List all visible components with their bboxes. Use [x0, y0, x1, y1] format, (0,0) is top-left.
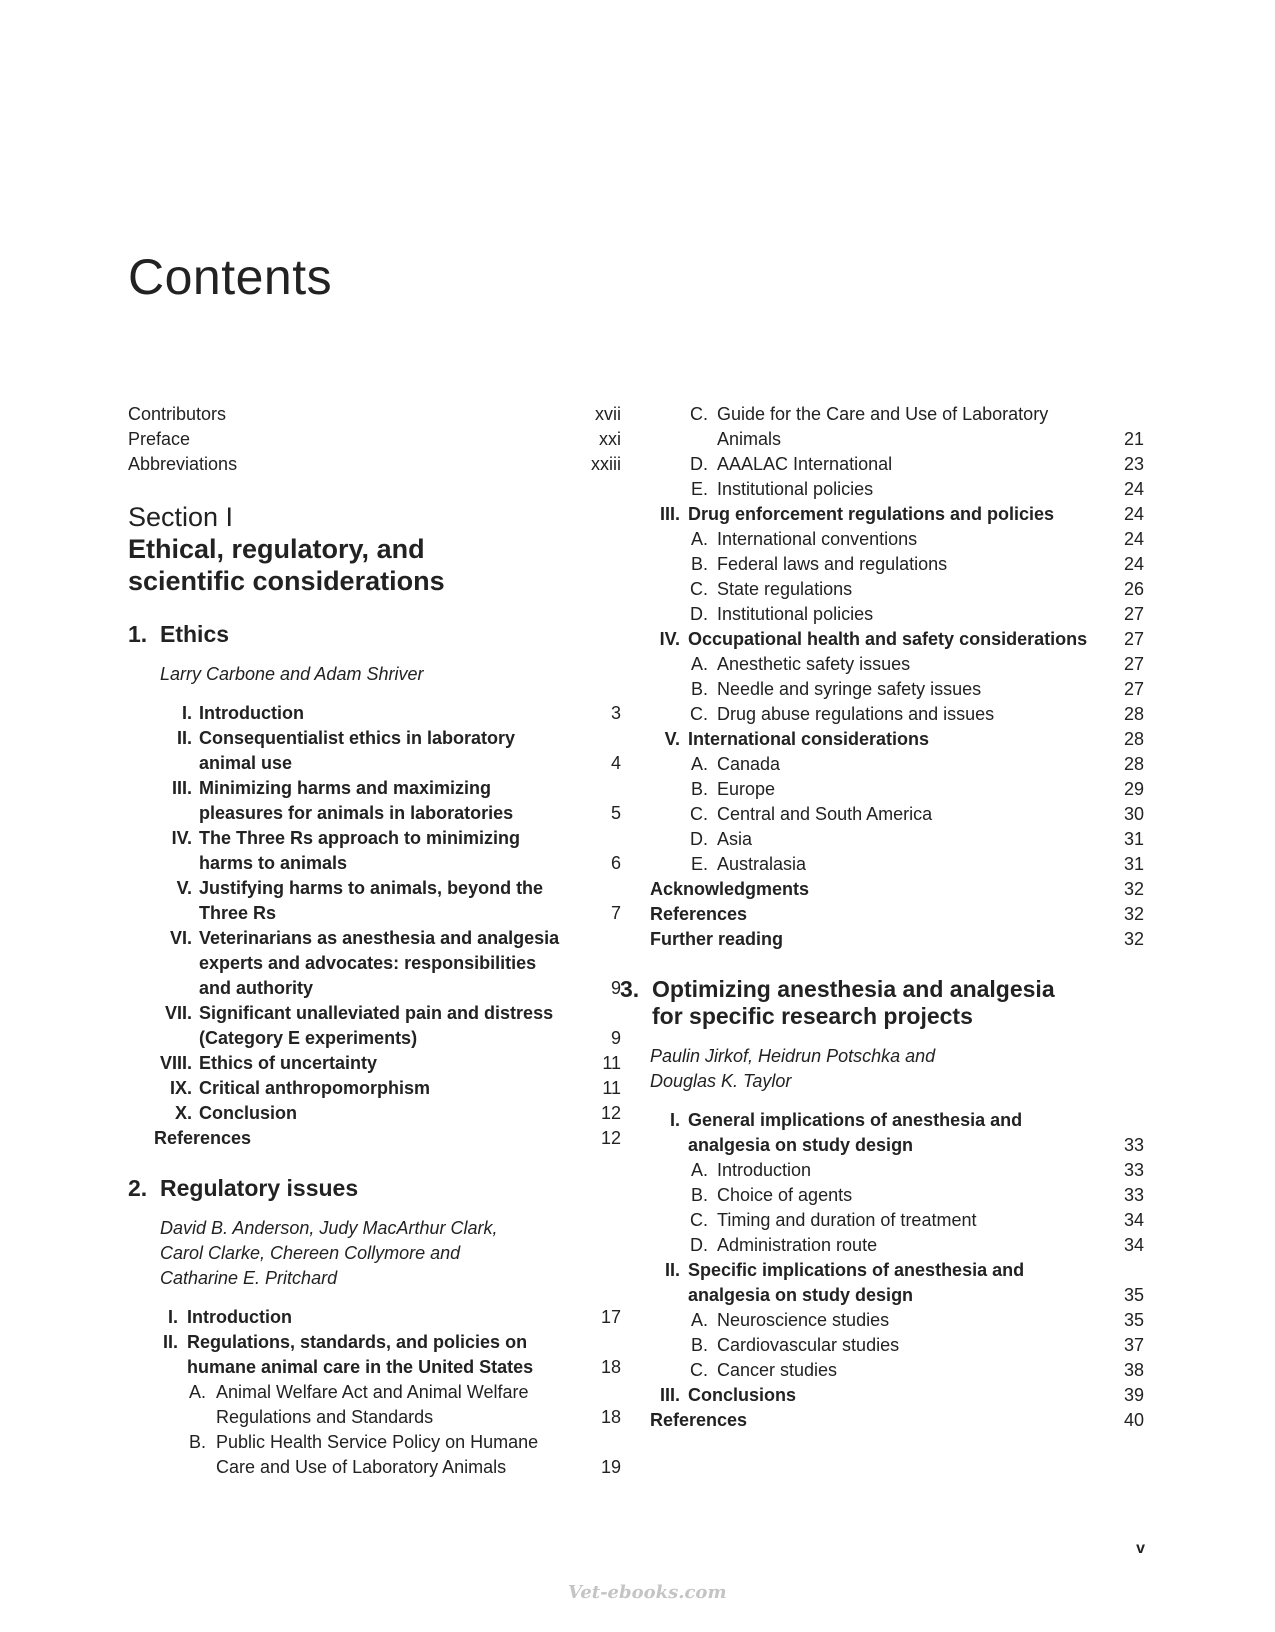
toc-entry-number: A. [690, 654, 708, 674]
toc-entry-page: 28 [1123, 704, 1144, 724]
toc-entry [650, 652, 1144, 677]
toc-entry-number: II. [664, 1260, 680, 1280]
toc-entry [650, 802, 1144, 827]
toc-entry-label: Consequentialist ethics in laboratory animal use [199, 728, 516, 773]
toc-entry [650, 1258, 1144, 1308]
chapter-number: 2. [128, 1175, 148, 1201]
toc-entry-number: B. [690, 1335, 708, 1355]
toc-entry-label: State regulations [717, 579, 853, 599]
toc-entry-number: C. [690, 404, 708, 424]
toc-entry-number: D. [690, 454, 708, 474]
toc-entry [650, 527, 1144, 552]
chapter-1-authors: Larry Carbone and Adam Shriver [160, 664, 424, 684]
page-title: Contents [128, 249, 333, 305]
toc-entry [128, 876, 621, 926]
toc-entry-page: 27 [1123, 679, 1144, 699]
toc-entry-page: 24 [1123, 529, 1144, 549]
toc-entry-page: 30 [1123, 804, 1144, 824]
toc-entry-page: 9 [610, 1028, 621, 1048]
toc-entry-number: A. [690, 754, 708, 774]
toc-entry [128, 826, 621, 876]
toc-entry-page: 9 [610, 978, 621, 998]
toc-entry-number: D. [690, 604, 708, 624]
toc-entry [650, 577, 1144, 602]
toc-entry-label: Public Health Service Policy on Humane Care and Use of Laboratory Animals [216, 1432, 539, 1477]
right-column [620, 402, 1144, 1433]
section-title-line1: Ethical, regulatory, and [128, 534, 425, 564]
toc-entry-number: X. [174, 1103, 192, 1123]
toc-entry-label: Central and South America [717, 804, 933, 824]
toc-entry-label: Canada [717, 754, 781, 774]
toc-entry-number: B. [188, 1432, 206, 1452]
toc-entry-page: 32 [1123, 904, 1144, 924]
toc-entry-label: Anesthetic safety issues [717, 654, 911, 674]
toc-entry-number: II. [162, 1332, 178, 1352]
toc-entry-label: Introduction [187, 1307, 292, 1327]
toc-entry-label: Introduction [199, 703, 304, 723]
toc-entry-page: 7 [610, 903, 621, 923]
toc-entry-number: B. [690, 554, 708, 574]
toc-entry-page: 33 [1123, 1160, 1144, 1180]
author-line: Catharine E. Pritchard [160, 1268, 338, 1288]
toc-entry [128, 1076, 621, 1101]
toc-entry [128, 1380, 621, 1430]
chapter-title-line2: for specific research projects [652, 1003, 973, 1029]
toc-entry [650, 552, 1144, 577]
toc-entry-page: 28 [1123, 729, 1144, 749]
toc-entry-page: 19 [600, 1457, 621, 1477]
chapter-1-heading [128, 621, 621, 648]
toc-entry-label: References [154, 1128, 252, 1148]
chapter-number: 1. [128, 621, 148, 647]
toc-entry-page: 32 [1123, 929, 1144, 949]
toc-entry-label: Cancer studies [717, 1360, 838, 1380]
toc-entry-page: 35 [1123, 1285, 1144, 1305]
toc-entry-label: References [650, 904, 748, 924]
chapter-2-entries-right [650, 402, 1144, 952]
toc-entry-page: 17 [600, 1307, 621, 1327]
toc-entry-label: The Three Rs approach to minimizing harms to animals [199, 828, 521, 873]
toc-entry-label: Justifying harms to animals, beyond the Three Rs [199, 878, 544, 923]
toc-entry-label: International considerations [688, 729, 930, 749]
toc-entry-label: International conventions [717, 529, 918, 549]
toc-entry-page: 18 [600, 1407, 621, 1427]
toc-entry [128, 726, 621, 776]
toc-entry-label: Administration route [717, 1235, 878, 1255]
toc-entry-label: Asia [717, 829, 753, 849]
toc-entry-label: Choice of agents [717, 1185, 853, 1205]
toc-entry-number: V. [176, 878, 192, 898]
toc-entry [650, 877, 1144, 902]
toc-entry-number: C. [690, 579, 708, 599]
author-line: Douglas K. Taylor [650, 1071, 792, 1091]
toc-entry-label: Veterinarians as anesthesia and analgesia experts and advocates: responsibilities and authority [199, 928, 560, 998]
toc-entry-page: 34 [1123, 1235, 1144, 1255]
toc-entry [650, 827, 1144, 852]
toc-entry-label: Acknowledgments [650, 879, 810, 899]
toc-entry [650, 677, 1144, 702]
toc-entry-number: V. [664, 729, 680, 749]
toc-entry [650, 927, 1144, 952]
toc-entry-page: 11 [602, 1078, 621, 1098]
toc-entry [128, 926, 621, 1001]
toc-entry-label: Australasia [717, 854, 807, 874]
toc-entry [128, 1305, 621, 1330]
chapter-2-heading [128, 1175, 621, 1202]
toc-entry-number: C. [690, 1360, 708, 1380]
toc-entry-page: 4 [610, 753, 621, 773]
toc-entry-label: Ethics of uncertainty [199, 1053, 378, 1073]
toc-entry-label: Conclusion [199, 1103, 297, 1123]
toc-entry-label: Critical anthropomorphism [199, 1078, 431, 1098]
toc-entry-number: IX. [169, 1078, 192, 1098]
toc-entry-page: 33 [1123, 1185, 1144, 1205]
toc-entry-page: 32 [1123, 879, 1144, 899]
toc-entry [650, 1383, 1144, 1408]
toc-entry-page: 26 [1123, 579, 1144, 599]
toc-entry-number: III. [659, 504, 680, 524]
toc-entry [650, 1108, 1144, 1158]
chapter-title: Regulatory issues [160, 1175, 359, 1201]
toc-entry-label: Preface [128, 429, 191, 449]
toc-entry-label: Minimizing harms and maximizing pleasures for animals in laboratories [199, 778, 514, 823]
toc-entry-number: E. [690, 854, 708, 874]
toc-entry-number: D. [690, 829, 708, 849]
section-heading [128, 501, 621, 597]
toc-entry [650, 1183, 1144, 1208]
toc-entry-page: xxiii [591, 454, 621, 474]
toc-entry-label: Significant unalleviated pain and distress (Category E experiments) [199, 1003, 554, 1048]
toc-entry [128, 452, 621, 477]
toc-entry-label: Neuroscience studies [717, 1310, 890, 1330]
toc-entry-page: 27 [1123, 629, 1144, 649]
toc-entry-label: Guide for the Care and Use of Laboratory Animals [717, 404, 1049, 449]
toc-entry-page: 12 [600, 1128, 621, 1148]
toc-entry [128, 701, 621, 726]
toc-entry-page: 31 [1123, 829, 1144, 849]
toc-entry-page: 33 [1123, 1135, 1144, 1155]
chapter-title-line1: Optimizing anesthesia and analgesia [652, 976, 1055, 1002]
chapter-3-authors [650, 1044, 1144, 1094]
toc-entry [650, 1408, 1144, 1433]
toc-entry-number: A. [690, 529, 708, 549]
toc-entry-page: 11 [602, 1053, 621, 1073]
chapter-title: Ethics [160, 621, 230, 647]
toc-entry-page: 40 [1123, 1410, 1144, 1430]
toc-entry-page: 3 [610, 703, 621, 723]
toc-entry-number: I. [669, 1110, 680, 1130]
toc-entry-label: AAALAC International [717, 454, 893, 474]
author-line: David B. Anderson, Judy MacArthur Clark, [160, 1218, 498, 1238]
toc-entry [650, 1333, 1144, 1358]
toc-entry-label: Introduction [717, 1160, 812, 1180]
toc-entry-label: Occupational health and safety considerations [688, 629, 1088, 649]
toc-entry [650, 852, 1144, 877]
toc-entry [650, 627, 1144, 652]
toc-entry-label: Federal laws and regulations [717, 554, 948, 574]
toc-entry-label: Timing and duration of treatment [717, 1210, 977, 1230]
watermark-logo: Vet-ebooks.com [568, 1582, 727, 1603]
toc-entry [128, 1051, 621, 1076]
toc-entry-page: 29 [1123, 779, 1144, 799]
toc-entry-label: Institutional policies [717, 604, 874, 624]
toc-entry-number: VI. [169, 928, 192, 948]
toc-entry-number: C. [690, 704, 708, 724]
toc-entry [128, 402, 621, 427]
toc-entry-number: IV. [171, 828, 192, 848]
toc-entry [128, 1330, 621, 1380]
toc-entry [128, 776, 621, 826]
chapter-3-heading [620, 976, 1144, 1030]
toc-entry [650, 727, 1144, 752]
toc-entry-page: xvii [595, 404, 621, 424]
toc-entry-page: 12 [600, 1103, 621, 1123]
page-folio: v [1136, 1540, 1145, 1557]
toc-entry-page: 31 [1123, 854, 1144, 874]
toc-entry-label: Specific implications of anesthesia and analgesia on study design [688, 1260, 1025, 1305]
toc-entry [650, 477, 1144, 502]
toc-entry [650, 602, 1144, 627]
toc-entry-label: Cardiovascular studies [717, 1335, 900, 1355]
author-line: Paulin Jirkof, Heidrun Potschka and [650, 1046, 936, 1066]
toc-entry [128, 1101, 621, 1126]
toc-entry [650, 902, 1144, 927]
toc-entry-number: VIII. [159, 1053, 192, 1073]
toc-entry [128, 1001, 621, 1051]
section-label: Section I [128, 502, 234, 532]
toc-entry-number: III. [171, 778, 192, 798]
left-column [128, 402, 621, 1480]
toc-entry-number: A. [690, 1160, 708, 1180]
toc-entry-page: 27 [1123, 654, 1144, 674]
chapter-2-authors [128, 1216, 621, 1291]
section-title-line2: scientific considerations [128, 566, 445, 596]
toc-entry-label: References [650, 1410, 748, 1430]
chapter-number: 3. [620, 976, 640, 1002]
toc-entry-number: I. [181, 703, 192, 723]
toc-entry-page: 34 [1123, 1210, 1144, 1230]
toc-entry-label: Institutional policies [717, 479, 874, 499]
toc-entry-number: B. [690, 679, 708, 699]
toc-entry [128, 1430, 621, 1480]
toc-entry [650, 452, 1144, 477]
toc-entry-number: III. [659, 1385, 680, 1405]
toc-entry-label: Animal Welfare Act and Animal Welfare Regulations and Standards [216, 1382, 529, 1427]
toc-entry-number: II. [176, 728, 192, 748]
toc-entry-page: 35 [1123, 1310, 1144, 1330]
toc-entry-number: A. [690, 1310, 708, 1330]
toc-entry-number: IV. [659, 629, 680, 649]
toc-entry-page: 21 [1123, 429, 1144, 449]
toc-entry-page: 38 [1123, 1360, 1144, 1380]
toc-entry-page: 5 [610, 803, 621, 823]
toc-entry [650, 1158, 1144, 1183]
toc-entry-page: 18 [600, 1357, 621, 1377]
toc-entry-label: Abbreviations [128, 454, 238, 474]
toc-entry-page: 28 [1123, 754, 1144, 774]
toc-entry-number: B. [690, 1185, 708, 1205]
toc-entry-number: C. [690, 804, 708, 824]
toc-entry-label: Contributors [128, 404, 227, 424]
toc-entry-page: 23 [1123, 454, 1144, 474]
toc-entry [650, 502, 1144, 527]
toc-entry-label: Europe [717, 779, 776, 799]
toc-entry [650, 1358, 1144, 1383]
toc-entry-page: 24 [1123, 479, 1144, 499]
toc-entry [128, 427, 621, 452]
toc-entry-page: 39 [1123, 1385, 1144, 1405]
toc-entry [650, 1233, 1144, 1258]
toc-entry-label: Further reading [650, 929, 784, 949]
toc-entry-page: 6 [610, 853, 621, 873]
toc-entry-number: VII. [164, 1003, 192, 1023]
toc-entry-number: D. [690, 1235, 708, 1255]
chapter-1-entries [128, 701, 621, 1151]
toc-entry-label: Conclusions [688, 1385, 797, 1405]
toc-entry-label: Regulations, standards, and policies on humane animal care in the United States [187, 1332, 534, 1377]
toc-entry [650, 777, 1144, 802]
author-line: Carol Clarke, Chereen Collymore and [160, 1243, 461, 1263]
toc-entry [650, 752, 1144, 777]
toc-entry [128, 1126, 621, 1151]
toc-entry-number: B. [690, 779, 708, 799]
toc-entry-page: 24 [1123, 554, 1144, 574]
toc-entry-number: C. [690, 1210, 708, 1230]
chapter-2-entries-left [128, 1305, 621, 1480]
toc-entry-label: Drug enforcement regulations and policies [688, 504, 1055, 524]
toc-entry-page: xxi [599, 429, 621, 449]
toc-entry-page: 27 [1123, 604, 1144, 624]
toc-entry [650, 702, 1144, 727]
toc-entry-number: I. [167, 1307, 178, 1327]
toc-entry-number: A. [188, 1382, 206, 1402]
chapter-3-entries [650, 1108, 1144, 1433]
toc-entry-page: 24 [1123, 504, 1144, 524]
toc-entry [650, 1208, 1144, 1233]
toc-entry-label: General implications of anesthesia and analgesia on study design [688, 1110, 1023, 1155]
toc-entry [650, 1308, 1144, 1333]
toc-entry-number: E. [690, 479, 708, 499]
front-matter-list [128, 402, 621, 477]
toc-entry [650, 402, 1144, 452]
toc-entry-label: Drug abuse regulations and issues [717, 704, 995, 724]
toc-entry-page: 37 [1123, 1335, 1144, 1355]
toc-entry-label: Needle and syringe safety issues [717, 679, 982, 699]
